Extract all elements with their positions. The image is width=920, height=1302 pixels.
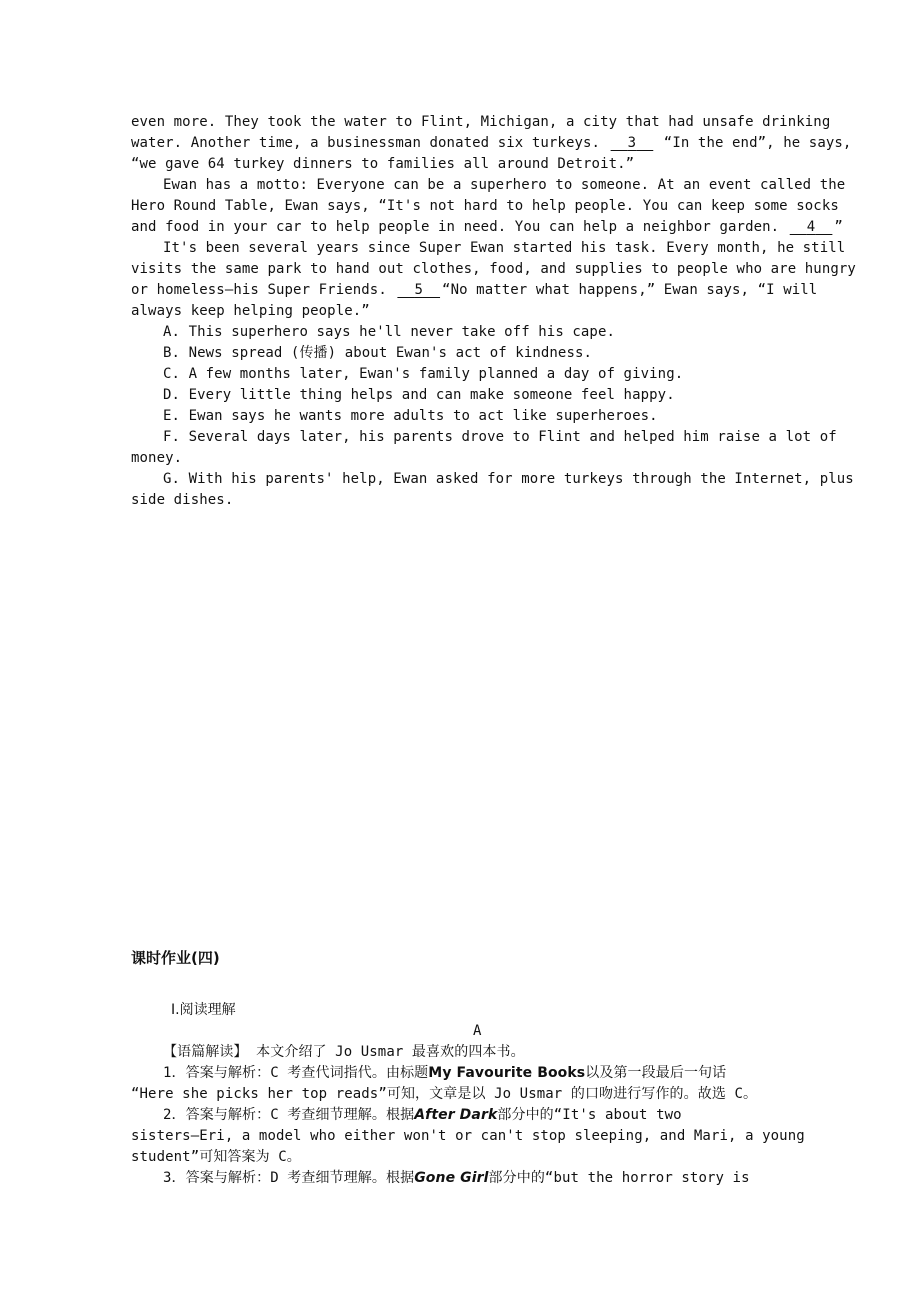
answer-1-text-cont: 以及第一段最后一句话 [585, 1065, 727, 1081]
summary-text: 本文介绍了 Jo Usmar 最喜欢的四本书。 [247, 1044, 525, 1060]
part-a-label: A [473, 1023, 482, 1039]
answer-2-line-3: student”可知答案为 C。 [131, 1149, 301, 1165]
blank-4-number: 4 [806, 219, 816, 235]
blank-3 [609, 133, 656, 154]
summary-line [163, 1042, 831, 1063]
passage-line-2-text: water. Another time, a businessman donated six turkeys. [131, 135, 609, 151]
option-a: A. This superhero says he'll never take off his cape. [163, 324, 616, 340]
passage-line-3: “we gave 64 turkey dinners to families all around Detroit.” [131, 156, 635, 172]
passage-line-2 [131, 133, 852, 154]
option-e: E. Ewan says he wants more adults to act like superheroes. [163, 408, 658, 424]
passage-line-9-quote: “No matter what happens,” Ewan says, “I will [442, 282, 818, 298]
passage-line-6-text: and food in your car to help people in need. You can help a neighbor garden. [131, 219, 788, 235]
passage-line-5: Hero Round Table, Ewan says, “It's not hard to help people. You can keep some socks [131, 198, 839, 214]
passage-line-6-quote: ” [834, 219, 843, 235]
answer-2-text-cont: 部分中的“It's about two [497, 1107, 682, 1123]
passage-line-4: Ewan has a motto: Everyone can be a superhero to someone. At an event called the [163, 177, 846, 193]
option-d: D. Every little thing helps and can make someone feel happy. [163, 387, 675, 403]
option-c: C. A few months later, Ewan's family planned a day of giving. [163, 366, 684, 382]
answer-2-book-title: After Dark [414, 1107, 498, 1123]
blank-5-number: 5 [414, 282, 423, 298]
passage-line-2-quote: “In the end”, he says, [663, 135, 852, 151]
blank-3-number: 3 [627, 135, 637, 151]
option-b: B. News spread (传播) about Ewan's act of kindness. [163, 345, 593, 361]
answer-1-text: 1．答案与解析：C 考查代词指代。由标题 [163, 1065, 429, 1081]
answer-3-book-title: Gone Girl [414, 1170, 489, 1186]
passage-line-6 [131, 217, 843, 238]
answer-3-line-1 [163, 1168, 831, 1189]
answer-2-text: 2．答案与解析：C 考查细节理解。根据 [163, 1107, 415, 1123]
answer-1-line-2: “Here she picks her top reads”可知，文章是以 Jo Usmar 的口吻进行写作的。故选 C。 [131, 1086, 758, 1102]
passage-line-7: It's been several years since Super Ewan started his task. Every month, he still [163, 240, 846, 256]
passage-line-8: visits the same park to hand out clothes, food, and supplies to people who are hungry [131, 261, 856, 277]
blank-4 [788, 217, 835, 238]
summary-label: 【语篇解读】 [163, 1044, 248, 1060]
blank-5 [395, 280, 442, 301]
passage-line-9-text: or homeless—his Super Friends. [131, 282, 396, 298]
answer-2-line-2: sisters—Eri, a model who either won't or can't stop sleeping, and Mari, a young [131, 1128, 805, 1144]
section-reading-heading: Ⅰ.阅读理解 [171, 1002, 236, 1018]
answer-3-text: 3．答案与解析：D 考查细节理解。根据 [163, 1170, 415, 1186]
answer-2-line-1 [163, 1105, 831, 1126]
answer-3-text-cont: 部分中的“but the horror story is [488, 1170, 750, 1186]
answer-1-line-1 [163, 1063, 831, 1084]
option-g: G. With his parents' help, Ewan asked for more turkeys through the Internet, plus [163, 471, 854, 487]
passage-line-9 [131, 280, 831, 301]
option-f-cont: money. [131, 450, 183, 466]
passage-line-10: always keep helping people.” [131, 303, 370, 319]
option-f: F. Several days later, his parents drove to Flint and helped him raise a lot of [163, 429, 837, 445]
answer-1-book-title: My Favourite Books [428, 1065, 586, 1081]
option-g-cont: side dishes. [131, 492, 234, 508]
homework-title: 课时作业(四) [131, 949, 220, 967]
passage-line-1: even more. They took the water to Flint, Michigan, a city that had unsafe drinking [131, 114, 831, 130]
